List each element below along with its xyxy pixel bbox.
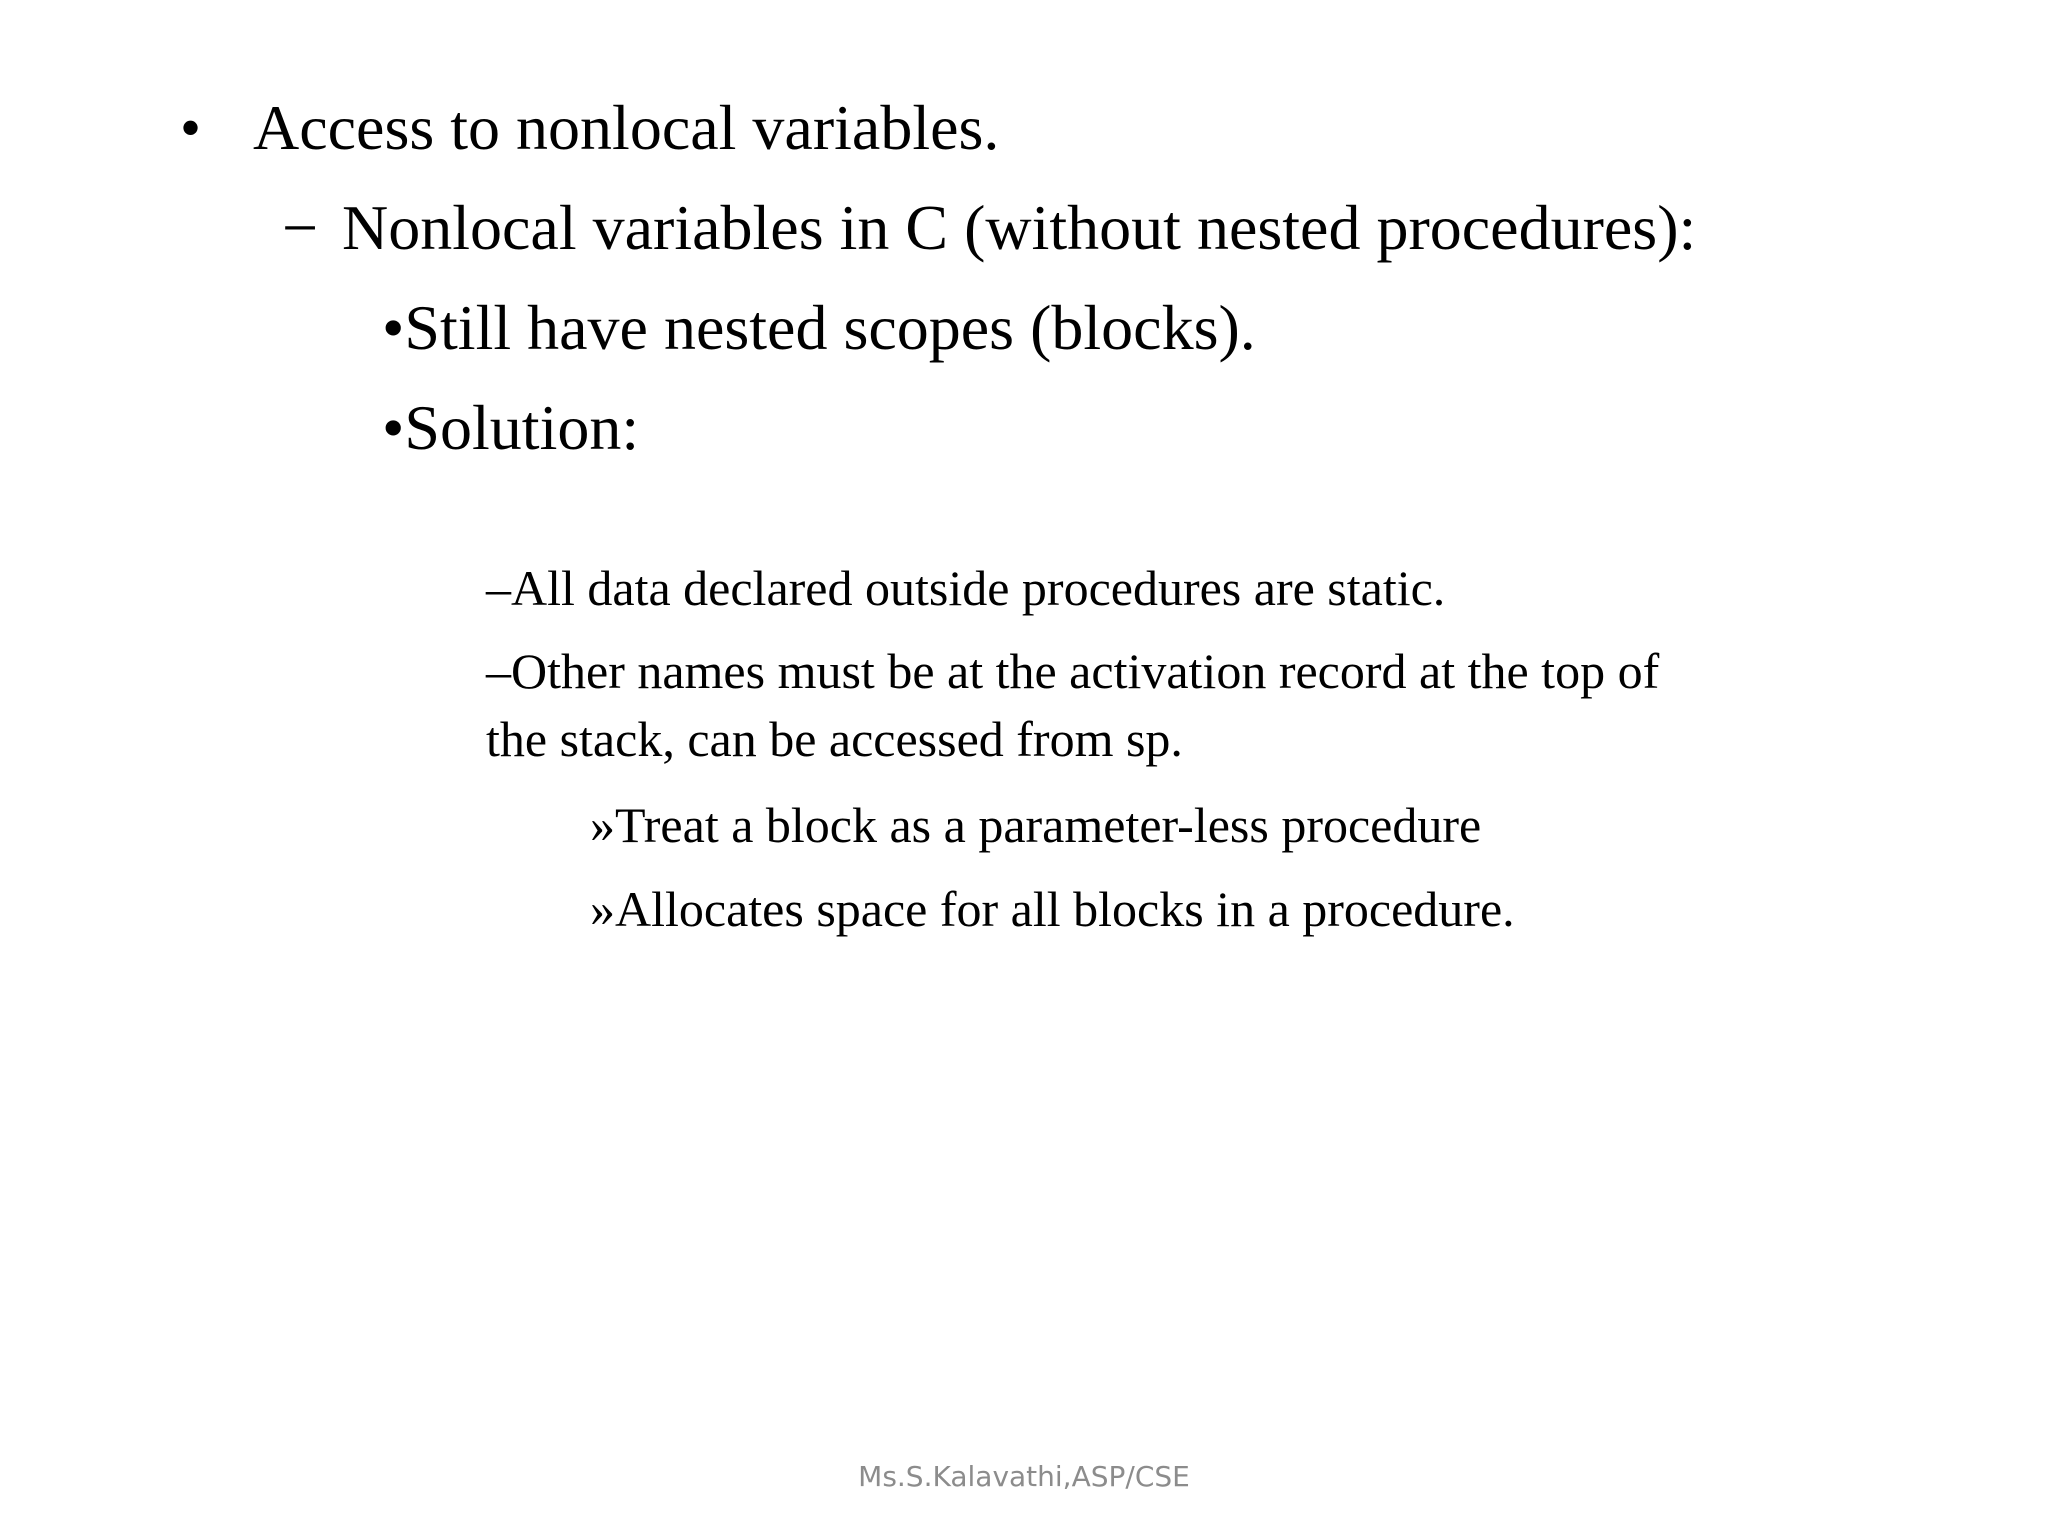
- item-text: Treat a block as a parameter-less procedure: [615, 797, 1482, 853]
- item-text: Allocates space for all blocks in a procedure.: [615, 881, 1515, 937]
- level5-item-allocates-space: [590, 881, 1515, 937]
- dash-marker: –: [486, 560, 511, 616]
- raquo-marker: »: [590, 881, 615, 937]
- level4-item-other-names-continuation: the stack, can be accessed from sp.: [486, 711, 1183, 767]
- raquo-marker: »: [590, 797, 615, 853]
- bullet-marker: •: [382, 392, 405, 463]
- dash-marker: –: [486, 643, 511, 699]
- level5-item-treat-block: [590, 797, 1482, 853]
- item-text: Other names must be at the activation record at the top of: [511, 643, 1660, 699]
- bullet-text: Solution:: [404, 392, 640, 463]
- slide-footer: Ms.S.Kalavathi,ASP/CSE: [858, 1460, 1190, 1493]
- subsub-bullet-solution: [382, 392, 640, 463]
- bullet-text: Still have nested scopes (blocks).: [404, 292, 1256, 363]
- subbullet-text-nonlocal-in-c: Nonlocal variables in C (without nested procedures):: [342, 192, 1697, 263]
- item-text: All data declared outside procedures are static.: [511, 560, 1446, 616]
- level4-item-static-data: [486, 560, 1446, 616]
- subsub-bullet-nested-scopes: [382, 292, 1256, 363]
- dash-marker: −: [282, 192, 319, 263]
- bullet-text-access-nonlocal: Access to nonlocal variables.: [253, 92, 1000, 163]
- bullet-marker: •: [180, 95, 202, 161]
- bullet-marker: •: [382, 292, 405, 363]
- level4-item-other-names: [486, 643, 1660, 699]
